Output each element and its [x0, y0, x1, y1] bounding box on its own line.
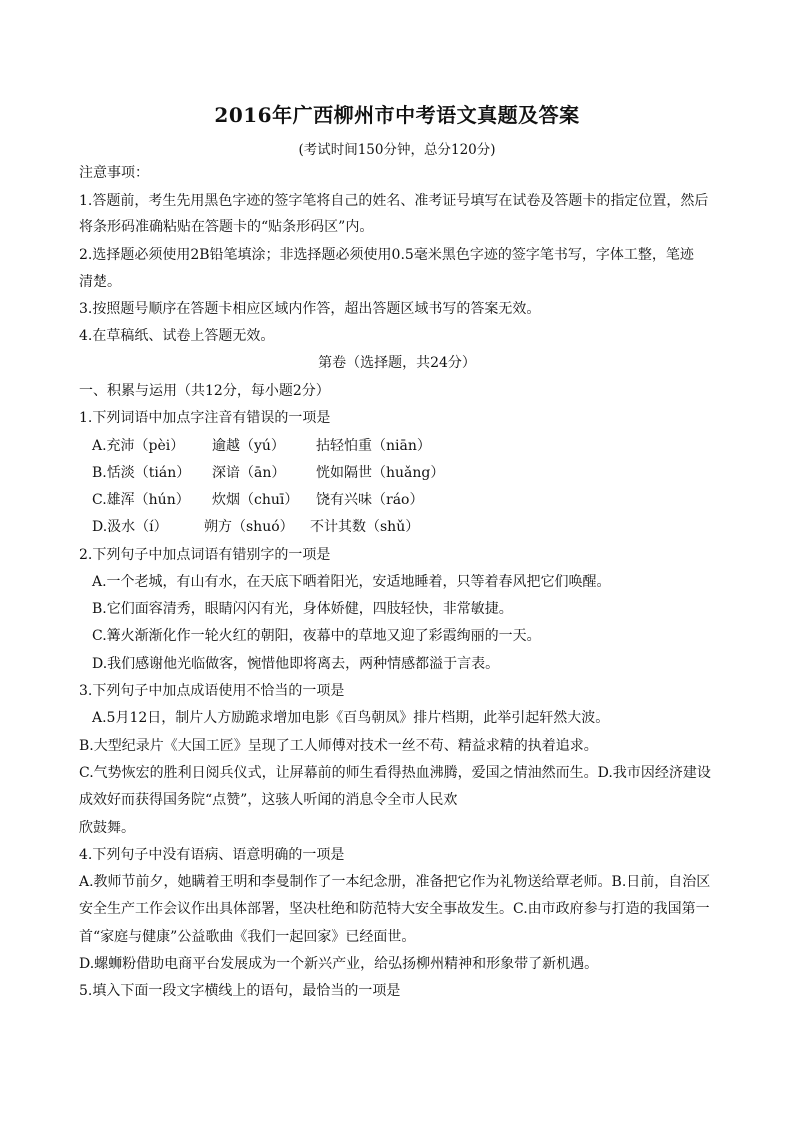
note-line: 2.选择题必须使用2B铅笔填涂；非选择题必须使用0.5毫米黑色字迹的签字笔书写，字体工整，笔迹: [79, 247, 694, 263]
option-word: D.汲水（í）: [92, 519, 168, 535]
question-1-stem: 1.下列词语中加点字注音有错误的一项是: [79, 410, 331, 426]
question-3-line: 成效好而获得国务院“点赞”，这骇人听闻的消息令全市人民欢: [79, 792, 458, 808]
part-title: 第卷（选择题，共24分）: [318, 355, 476, 371]
option-word: B.恬淡（tián）: [92, 465, 191, 481]
note-line: 清楚。: [79, 274, 121, 290]
question-1-option-b: [92, 463, 732, 483]
question-1-option-c: [92, 490, 732, 510]
option-word: 拈轻怕重（niān）: [316, 438, 431, 454]
option-word: 饶有兴味（ráo）: [316, 492, 424, 508]
page-title: 2016年广西柳州市中考语文真题及答案: [214, 103, 580, 127]
question-4-line: D.螺蛳粉借助电商平台发展成为一个新兴产业，给弘扬柳州精神和形象带了新机遇。: [79, 956, 599, 972]
question-4-line: A.教师节前夕，她瞒着王明和李曼制作了一本纪念册，准备把它作为礼物送给覃老师。B.日前，自治区: [79, 874, 711, 890]
option-word: C.雄浑（hún）: [92, 492, 190, 508]
page-subtitle: (考试时间150分钟，总分120分): [298, 142, 496, 158]
question-4-stem: 4.下列句子中没有语病、语意明确的一项是: [79, 847, 345, 863]
section-heading: 一、积累与运用（共12分，每小题2分）: [79, 383, 330, 399]
question-2-option-d: D.我们感谢他光临做客，惋惜他即将离去，两种情感都溢于言表。: [92, 656, 500, 672]
option-word: 逾越（yú）: [212, 438, 285, 454]
option-word: 不计其数（shǔ）: [310, 519, 420, 535]
question-2-option-a: A.一个老城，有山有水，在天底下晒着阳光，安适地睡着，只等着春风把它们唤醒。: [92, 574, 611, 590]
question-3-line: C.气势恢宏的胜利日阅兵仪式，让屏幕前的师生看得热血沸腾，爱国之情油然而生。D.我市因经济建设: [79, 765, 711, 781]
option-word: 炊烟（chuī）: [212, 492, 299, 508]
question-3-line: 欣鼓舞。: [79, 820, 135, 836]
option-word: 深谙（ān）: [212, 465, 286, 481]
note-line: 1.答题前，考生先用黑色字迹的签字笔将自己的姓名、准考证号填写在试卷及答题卡的指定位置，然后: [79, 193, 709, 209]
question-2-option-c: C.篝火渐渐化作一轮火红的朝阳，夜幕中的草地又迎了彩霞绚丽的一天。: [92, 628, 541, 644]
question-1-option-a: [92, 436, 732, 456]
notes-heading: 注意事项：: [79, 165, 149, 181]
option-word: 恍如隔世（huǎng）: [316, 465, 445, 481]
question-3-line: B.大型纪录片《大国工匠》呈现了工人师傅对技术一丝不苟、精益求精的执着追求。: [79, 738, 598, 754]
question-2-option-b: B.它们面容清秀，眼睛闪闪有光，身体娇健，四肢轻快，非常敏捷。: [92, 601, 513, 617]
question-4-line: 首“家庭与健康”公益歌曲《我们一起回家》已经面世。: [79, 929, 416, 945]
question-3-line: A.5月12日，制片人方励跪求增加电影《百鸟朝凤》排片档期，此举引起轩然大波。: [92, 710, 610, 726]
question-4-line: 安全生产工作会议作出具体部署，坚决杜绝和防范特大安全事故发生。C.由市政府参与打造的我国第一: [79, 901, 710, 917]
note-line: 将条形码准确粘贴在答题卡的“贴条形码区”内。: [79, 219, 374, 235]
note-line: 3.按照题号顺序在答题卡相应区域内作答，超出答题区域书写的答案无效。: [79, 301, 541, 317]
note-line: 4.在草稿纸、试卷上答题无效。: [79, 328, 275, 344]
option-word: A.充沛（pèi）: [92, 438, 185, 454]
question-2-stem: 2.下列句子中加点词语有错别字的一项是: [79, 547, 331, 563]
question-1-option-d: [92, 517, 732, 537]
question-3-stem: 3.下列句子中加点成语使用不恰当的一项是: [79, 683, 345, 699]
question-5-stem: 5.填入下面一段文字横线上的语句，最恰当的一项是: [79, 983, 401, 999]
option-word: 朔方（shuó）: [204, 519, 294, 535]
